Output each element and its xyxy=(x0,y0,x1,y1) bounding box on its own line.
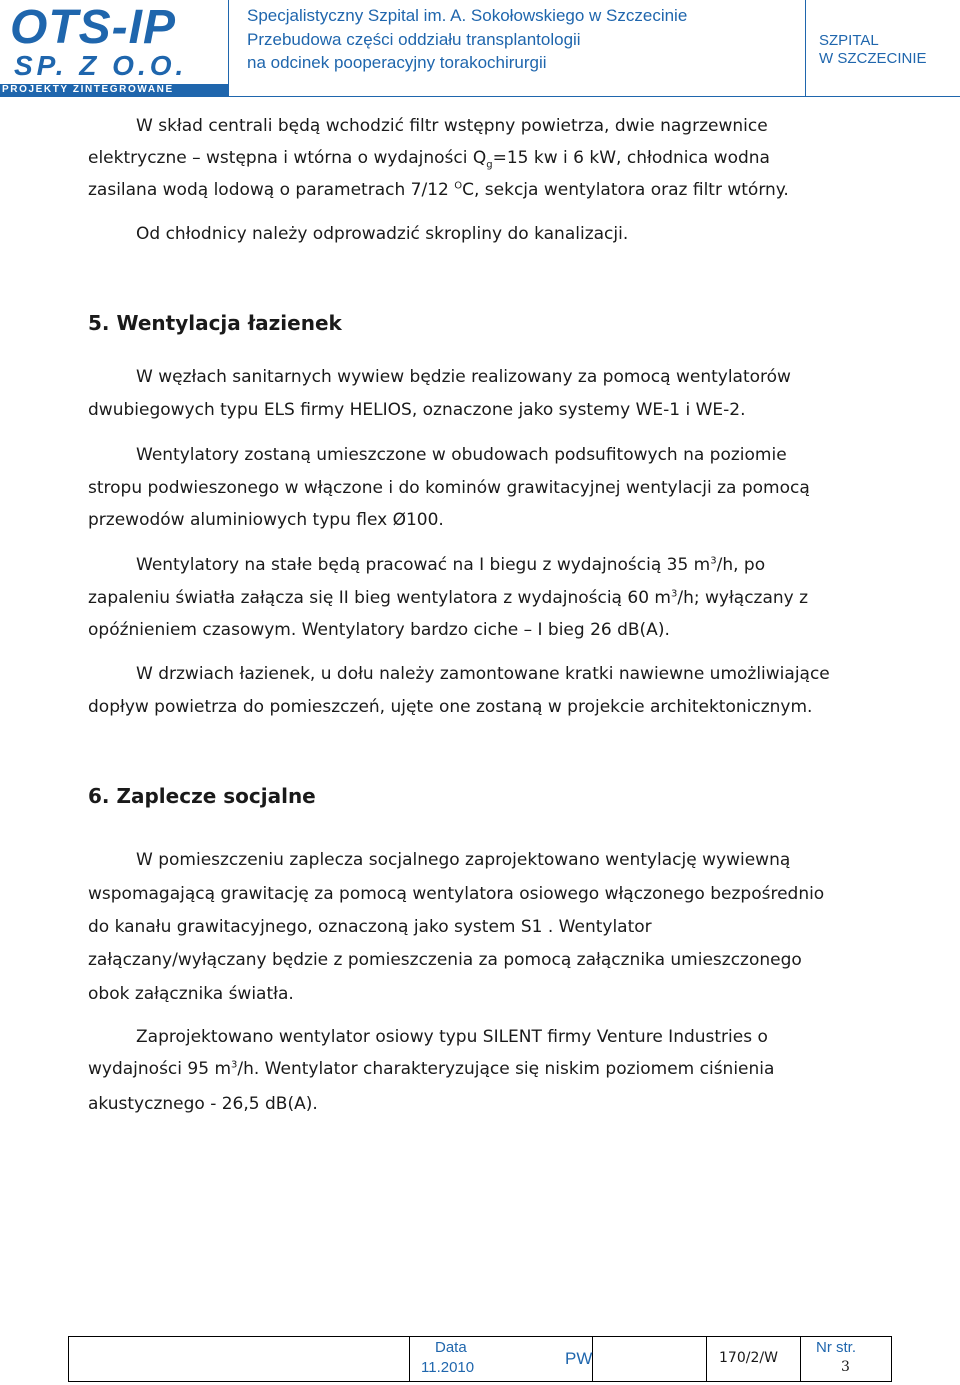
footer-data-value: 11.2010 xyxy=(421,1359,475,1376)
header-right-block xyxy=(805,0,960,96)
section-heading-5: 5. Wentylacja łazienek xyxy=(88,311,342,335)
company-logo xyxy=(0,0,228,96)
header-right-line-1: SZPITAL xyxy=(819,32,879,49)
footer-page-label: Nr str. xyxy=(816,1339,856,1356)
paragraph-line: do kanału grawitacyjnego, oznaczoną jako system S1 . Wentylator xyxy=(88,917,652,937)
paragraph-line: dwubiegowych typu ELS firmy HELIOS, oznaczone jako systemy WE-1 i WE-2. xyxy=(88,400,746,420)
paragraph-line: Wentylatory zostaną umieszczone w obudowach podsufitowych na poziomie xyxy=(136,445,787,465)
paragraph-line: Wentylatory na stałe będą pracować na I biegu z wydajnością 35 $m^3/h$, po xyxy=(136,555,766,575)
section-heading-6: 6. Zaplecze socjalne xyxy=(88,784,316,808)
paragraph-line: W skład centrali będą wchodzić filtr wstępny powietrza, dwie nagrzewnice xyxy=(136,116,768,136)
paragraph-line: akustycznego - 26,5 dB(A). xyxy=(88,1094,318,1114)
logo-tagline: PROJEKTY ZINTEGROWANE xyxy=(2,84,174,95)
header-title-line-2: Przebudowa części oddziału transplantologii xyxy=(247,30,581,49)
footer-doc-number: 170/2/W xyxy=(719,1350,778,1366)
paragraph-line: zapaleniu światła załącza się II bieg wentylatora z wydajnością 60 $m^3/h$; wyłączany z xyxy=(88,588,809,608)
paragraph-line: W drzwiach łazienek, u dołu należy zamontowane kratki nawiewne umożliwiające xyxy=(136,664,830,684)
footer-page-number: 3 xyxy=(841,1359,850,1375)
header-title-block xyxy=(228,0,806,96)
page-header xyxy=(0,0,960,96)
paragraph-line: Zaprojektowano wentylator osiowy typu SILENT firmy Venture Industries o xyxy=(136,1027,768,1047)
footer-divider xyxy=(800,1337,801,1381)
footer-table xyxy=(68,1336,892,1382)
header-title-line-3: na odcinek pooperacyjny torakochirurgii xyxy=(247,53,547,72)
paragraph-line: wydajności 95 $m^3/h$. Wentylator charakteryzujące się niskim poziomem ciśnienia xyxy=(88,1059,775,1079)
paragraph-line: obok załącznika światła. xyxy=(88,984,294,1004)
footer-divider xyxy=(706,1337,707,1381)
paragraph-line: elektryczne – wstępna i wtórna o wydajności $Q_g=15$ kw i 6 kW, chłodnica wodna xyxy=(88,148,770,171)
paragraph-line: wspomagającą grawitację za pomocą wentylatora osiowego włączonego bezpośrednio xyxy=(88,884,825,904)
footer-pw-label: PW xyxy=(565,1349,593,1368)
logo-sub-text: SP. Z O.O. xyxy=(14,50,188,81)
footer-data-label: Data xyxy=(435,1339,467,1356)
paragraph-line: W węzłach sanitarnych wywiew będzie realizowany za pomocą wentylatorów xyxy=(136,367,791,387)
header-right-line-2: W SZCZECINIE xyxy=(819,50,927,67)
paragraph-line: W pomieszczeniu zaplecza socjalnego zaprojektowano wentylację wywiewną xyxy=(136,850,791,870)
paragraph-line: stropu podwieszonego w włączone i do kominów grawitacyjnej wentylacji za pomocą xyxy=(88,478,810,498)
logo-main-text: OTS-IP xyxy=(10,1,177,54)
paragraph-line: opóźnieniem czasowym. Wentylatory bardzo ciche – I bieg 26 dB(A). xyxy=(88,620,670,640)
header-title-line-1: Specjalistyczny Szpital im. A. Sokołowskiego w Szczecinie xyxy=(247,6,688,25)
paragraph-line: załączany/wyłączany będzie z pomieszczenia za pomocą załącznika umieszczonego xyxy=(88,950,802,970)
paragraph-line: przewodów aluminiowych typu flex Ø100. xyxy=(88,510,444,530)
footer-divider xyxy=(409,1337,410,1381)
paragraph-line: Od chłodnicy należy odprowadzić skropliny do kanalizacji. xyxy=(136,224,629,244)
paragraph-line: zasilana wodą lodową o parametrach 7/12 $^O$C, sekcja wentylatora oraz filtr wtórny. xyxy=(88,180,789,200)
header-divider xyxy=(0,96,960,97)
paragraph-line: dopływ powietrza do pomieszczeń, ujęte one zostaną w projekcie architektonicznym. xyxy=(88,697,813,717)
